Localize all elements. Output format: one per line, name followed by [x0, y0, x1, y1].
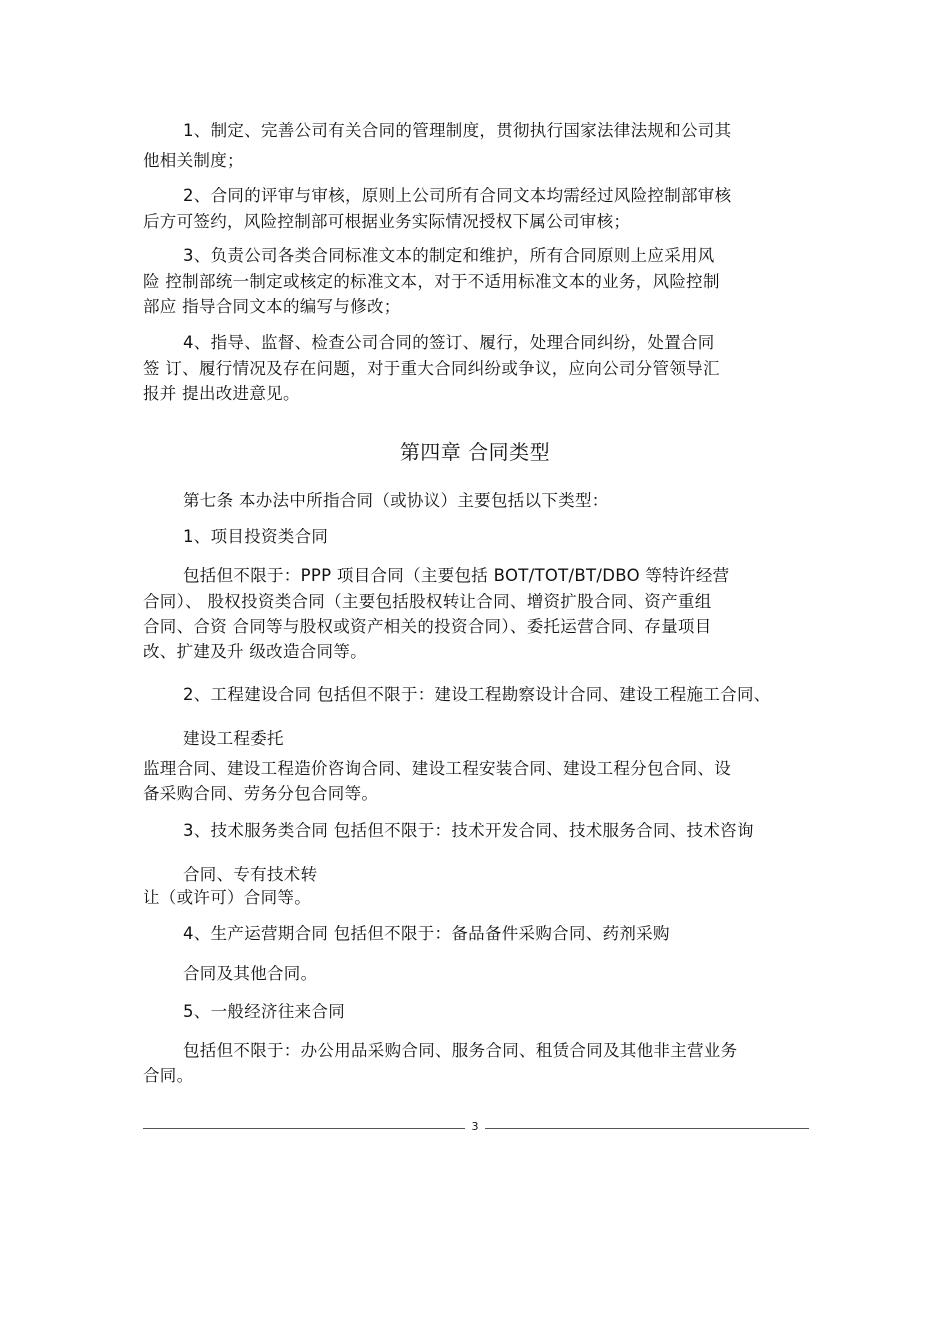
- paragraph-line: 合同）、 股权投资类合同（主要包括股权转让合同、增资扩股合同、资产重组: [143, 592, 712, 611]
- paragraph-line: 报并 提出改进意见。: [143, 384, 300, 403]
- paragraph-line: 监理合同、建设工程造价咨询合同、建设工程安装合同、建设工程分包合同、设: [143, 759, 731, 778]
- paragraph-line: 3、技术服务类合同 包括但不限于：技术开发合同、技术服务合同、技术咨询: [183, 821, 754, 840]
- paragraph-line: 4、生产运营期合同 包括但不限于：备品备件采购合同、药剂采购: [183, 924, 670, 943]
- paragraph-line: 包括但不限于：办公用品采购合同、服务合同、租赁合同及其他非主营业务: [183, 1041, 738, 1060]
- paragraph-line: 合同、专有技术转: [183, 865, 318, 884]
- paragraph-line: 1、制定、完善公司有关合同的管理制度，贯彻执行国家法律法规和公司其: [183, 121, 732, 140]
- list-item-heading: 5、一般经济往来合同: [183, 1002, 345, 1021]
- paragraph-line: 包括但不限于：PPP 项目合同（主要包括 BOT/TOT/BT/DBO 等特许经营: [183, 566, 730, 585]
- page-number: 3: [465, 1120, 485, 1133]
- paragraph-line: 后方可签约，风险控制部可根据业务实际情况授权下属公司审核；: [143, 212, 631, 231]
- paragraph-line: 他相关制度；: [143, 151, 244, 170]
- paragraph-line: 让（或许可）合同等。: [143, 888, 311, 907]
- paragraph-line: 建设工程委托: [183, 729, 284, 748]
- paragraph-line: 4、指导、监督、检查公司合同的签订、履行，处理合同纠纷，处置合同: [183, 333, 715, 352]
- paragraph-line: 签 订、履行情况及存在问题，对于重大合同纠纷或争议，应向公司分管领导汇: [143, 359, 720, 378]
- paragraph-line: 合同、合资 合同等与股权或资产相关的投资合同）、委托运营合同、存量项目: [143, 617, 712, 636]
- paragraph-line: 备采购合同、劳务分包合同等。: [143, 784, 379, 803]
- paragraph-line: 2、合同的评审与审核，原则上公司所有合同文本均需经过风险控制部审核: [183, 186, 732, 205]
- paragraph-line: 改、扩建及升 级改造合同等。: [143, 642, 367, 661]
- chapter-heading: 第四章 合同类型: [399, 440, 551, 464]
- paragraph-line: 合同。: [143, 1066, 194, 1085]
- list-item-heading: 1、项目投资类合同: [183, 527, 329, 546]
- paragraph-line: 2、工程建设合同 包括但不限于：建设工程勘察设计合同、建设工程施工合同、: [183, 685, 771, 704]
- paragraph-line: 3、负责公司各类合同标准文本的制定和维护，所有合同原则上应采用风: [183, 246, 715, 265]
- article-line: 第七条 本办法中所指合同（或协议）主要包括以下类型：: [183, 491, 609, 510]
- paragraph-line: 合同及其他合同。: [183, 964, 318, 983]
- paragraph-line: 险 控制部统一制定或核定的标准文本，对于不适用标准文本的业务，风险控制: [143, 272, 720, 291]
- paragraph-line: 部应 指导合同文本的编写与修改；: [143, 297, 401, 316]
